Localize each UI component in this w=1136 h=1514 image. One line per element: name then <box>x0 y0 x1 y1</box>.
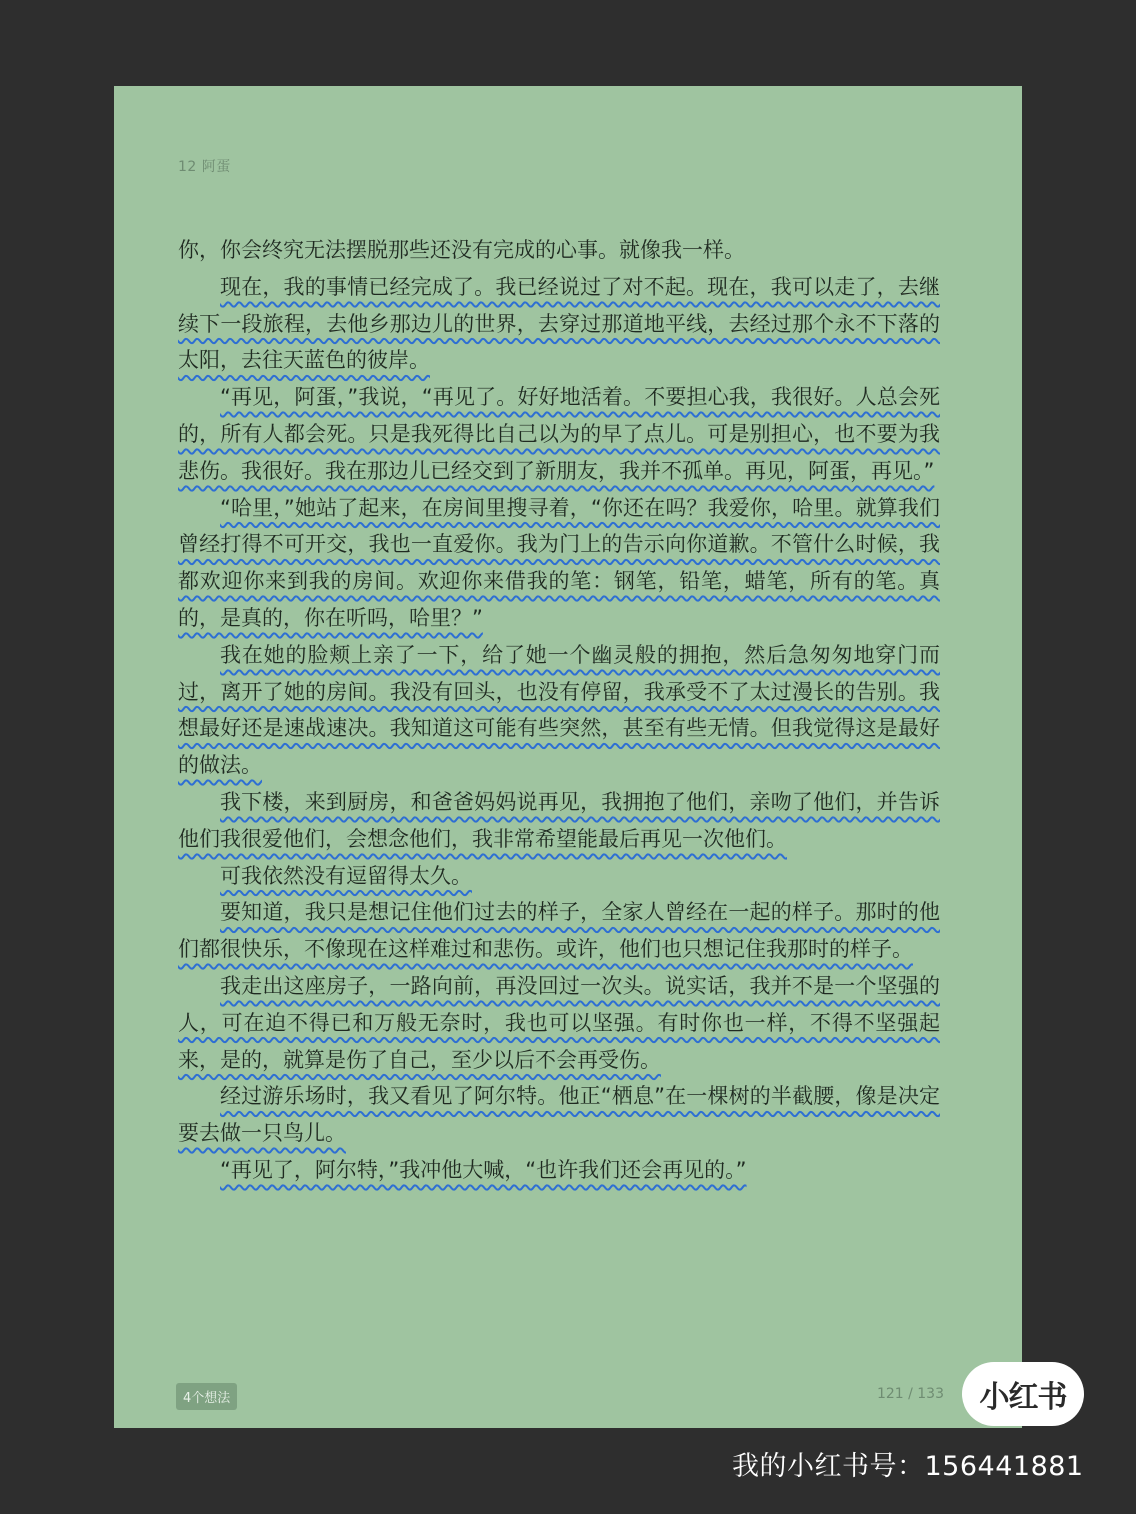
paragraph-text: 你，你会终究无法摆脱那些还没有完成的心事。就像我一样。 <box>178 238 745 262</box>
highlighted-text[interactable]: 现在，我的事情已经完成了。我已经说过了对不起。现在，我可以走了，去继续下一段旅程，去他乡那边儿的世界，去穿过那道地平线，去经过那个永不下落的太阳，去往天蓝色的彼岸。 <box>178 274 940 373</box>
thoughts-button[interactable]: 4个想法 <box>176 1383 237 1410</box>
paragraph[interactable] <box>178 232 940 269</box>
reader-page <box>114 86 1022 1428</box>
highlighted-text[interactable]: 我下楼，来到厨房，和爸爸妈妈说再见，我拥抱了他们，亲吻了他们，并告诉他们我很爱他们，会想念他们，我非常希望能最后再见一次他们。 <box>178 789 940 851</box>
highlighted-text[interactable]: 可我依然没有逗留得太久。 <box>220 863 472 888</box>
paragraph[interactable] <box>178 858 940 895</box>
highlighted-text[interactable]: 经过游乐场时，我又看见了阿尔特。他正“栖息”在一棵树的半截腰，像是决定要去做一只鸟儿。 <box>178 1084 940 1146</box>
paragraph[interactable] <box>178 379 940 489</box>
highlighted-text[interactable]: 我走出这座房子，一路向前，再没回过一次头。说实话，我并不是一个坚强的人，可在迫不得已和万般无奈时，我也可以坚强。有时你也一样，不得不坚强起来，是的，就算是伤了自己，至少以后不会再受伤。 <box>178 973 940 1072</box>
paragraph[interactable] <box>178 269 940 379</box>
paragraph[interactable] <box>178 784 940 858</box>
xiaohongshu-logo <box>962 1362 1084 1426</box>
highlighted-text[interactable]: “哈里，”她站了起来，在房间里搜寻着，“你还在吗？我爱你，哈里。就算我们曾经打得不可开交，我也一直爱你。我为门上的告示向你道歉。不管什么时候，我都欢迎你来到我的房间。欢迎你来借我的笔：钢笔，铅笔，蜡笔，所有的笔。真的，是真的，你在听吗，哈里？” <box>178 495 940 630</box>
chapter-title: 12 阿蛋 <box>178 159 231 175</box>
highlighted-text[interactable]: 要知道，我只是想记住他们过去的样子，全家人曾经在一起的样子。那时的他们都很快乐，不像现在这样难过和悲伤。或许，他们也只想记住我那时的样子。 <box>178 900 940 962</box>
highlighted-text[interactable]: “再见，阿蛋，”我说，“再见了。好好地活着。不要担心我，我很好。人总会死的，所有人都会死。只是我死得比自己以为的早了点儿。可是别担心，也不要为我悲伤。我很好。我在那边儿已经交到了新朋友，我并不孤单。再见，阿蛋，再见。” <box>178 385 940 483</box>
paragraph[interactable] <box>178 894 940 968</box>
highlighted-text[interactable]: 我在她的脸颊上亲了一下，给了她一个幽灵般的拥抱，然后急匆匆地穿门而过，离开了她的房间。我没有回头，也没有停留，我承受不了太过漫长的告别。我想最好还是速战速决。我知道这可能有些突然，甚至有些无情。但我觉得这是最好的做法。 <box>178 642 940 778</box>
paragraph[interactable] <box>178 1078 940 1152</box>
paragraph[interactable] <box>178 637 940 784</box>
page-text <box>178 232 940 1189</box>
highlighted-text[interactable]: “再见了，阿尔特，”我冲他大喊，“也许我们还会再见的。” <box>220 1157 747 1182</box>
paragraph[interactable] <box>178 490 940 637</box>
paragraph[interactable] <box>178 968 940 1078</box>
logo-text: 小红书 <box>979 1380 1067 1415</box>
page-indicator: 121 / 133 <box>876 1386 944 1402</box>
account-watermark: 我的小红书号：156441881 <box>732 1451 1084 1482</box>
paragraph[interactable] <box>178 1152 940 1189</box>
